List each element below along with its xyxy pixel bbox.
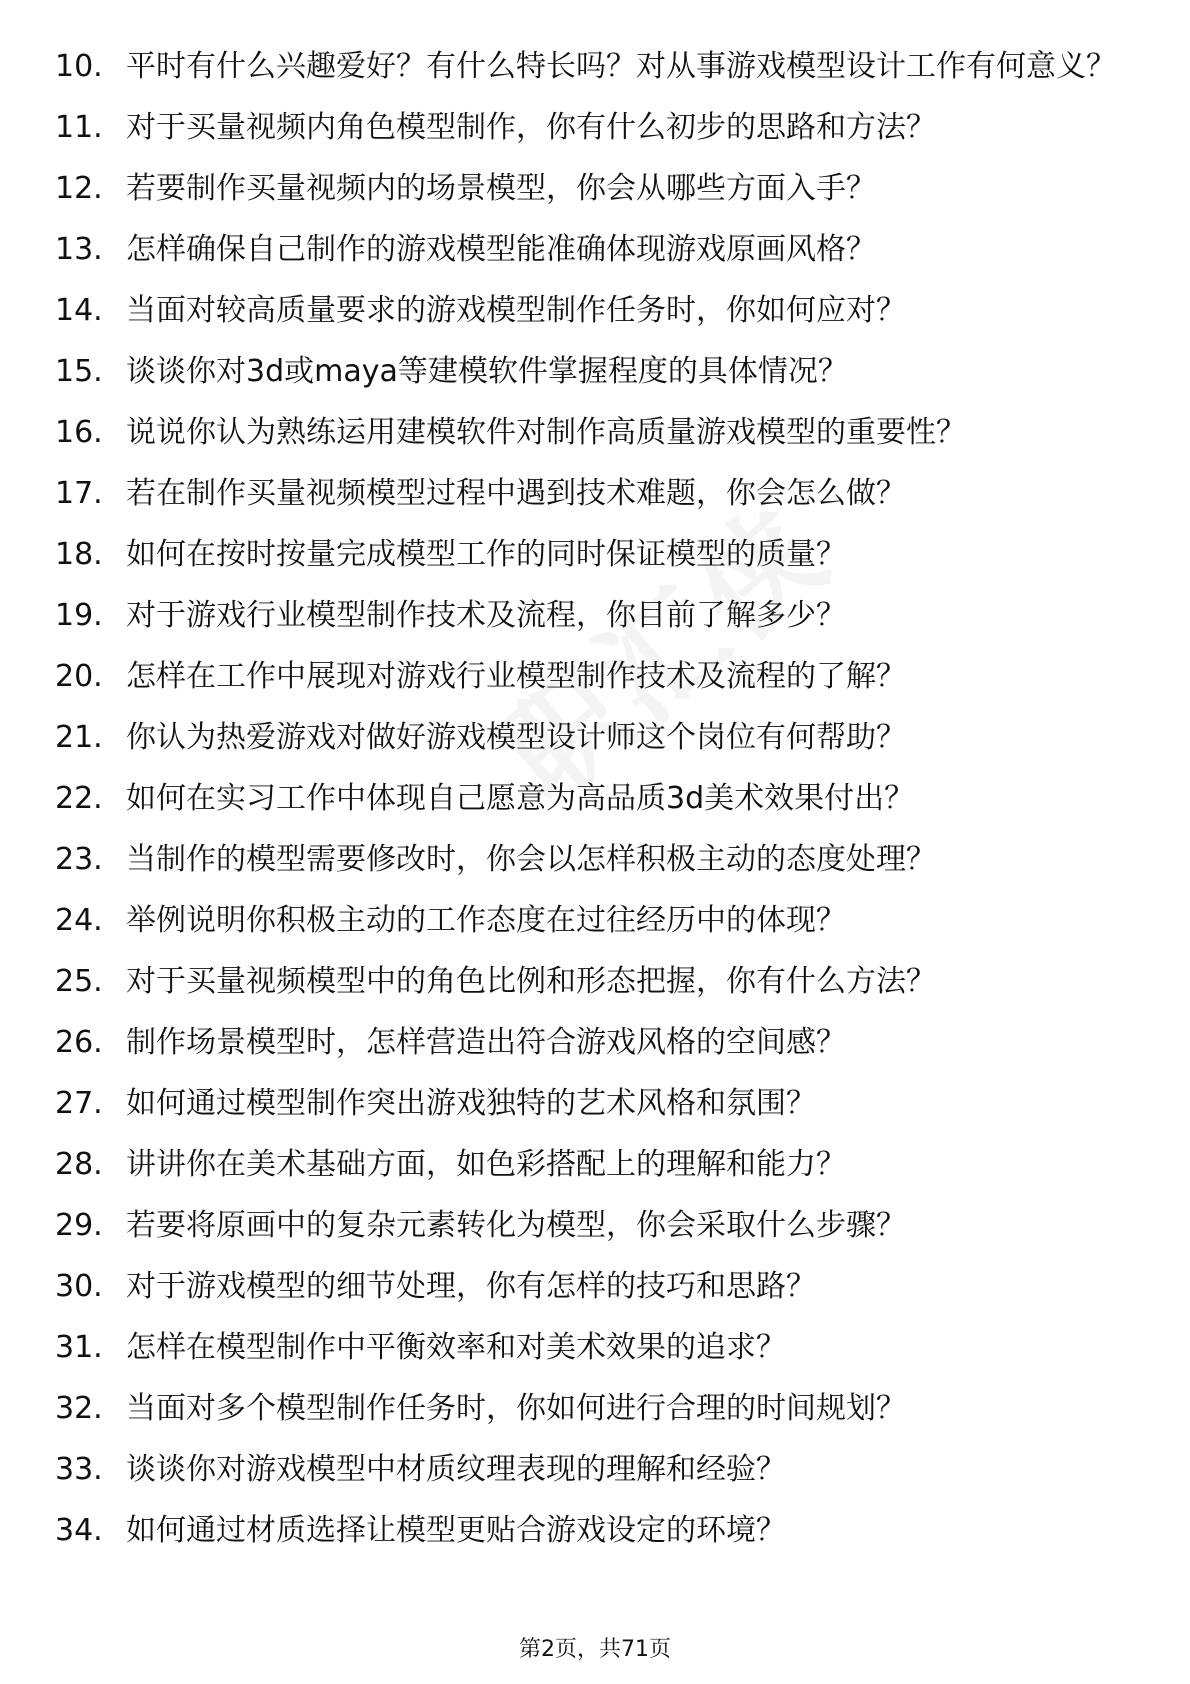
question-number: 32. xyxy=(55,1391,103,1426)
question-number: 12. xyxy=(55,171,103,206)
question-item xyxy=(0,658,1190,696)
question-number: 10. xyxy=(55,49,103,84)
question-item xyxy=(0,1207,1190,1245)
question-number: 20. xyxy=(55,659,103,694)
question-number: 28. xyxy=(55,1147,103,1182)
question-number: 15. xyxy=(55,354,103,389)
question-number: 24. xyxy=(55,903,103,938)
question-item xyxy=(0,109,1190,147)
question-item xyxy=(0,414,1190,452)
question-list xyxy=(0,48,1190,1573)
question-text: 怎样在工作中展现对游戏行业模型制作技术及流程的了解？ xyxy=(126,659,906,694)
question-item xyxy=(0,170,1190,208)
question-number: 29. xyxy=(55,1208,103,1243)
question-text: 对于游戏行业模型制作技术及流程，你目前了解多少？ xyxy=(126,598,846,633)
question-text: 怎样在模型制作中平衡效率和对美术效果的追求？ xyxy=(126,1330,786,1365)
question-text: 举例说明你积极主动的工作态度在过往经历中的体现？ xyxy=(126,903,846,938)
question-item xyxy=(0,719,1190,757)
question-item xyxy=(0,536,1190,574)
question-number: 11. xyxy=(55,110,103,145)
question-number: 27. xyxy=(55,1086,103,1121)
question-text: 若要制作买量视频内的场景模型，你会从哪些方面入手？ xyxy=(126,171,876,206)
question-number: 17. xyxy=(55,476,103,511)
question-number: 30. xyxy=(55,1269,103,1304)
question-number: 33. xyxy=(55,1452,103,1487)
question-item xyxy=(0,1390,1190,1428)
question-item xyxy=(0,841,1190,879)
question-text: 对于游戏模型的细节处理，你有怎样的技巧和思路？ xyxy=(126,1269,816,1304)
question-number: 18. xyxy=(55,537,103,572)
question-text: 如何通过模型制作突出游戏独特的艺术风格和氛围？ xyxy=(126,1086,816,1121)
question-number: 25. xyxy=(55,964,103,999)
question-item xyxy=(0,1024,1190,1062)
question-number: 26. xyxy=(55,1025,103,1060)
question-item xyxy=(0,475,1190,513)
question-number: 22. xyxy=(55,781,103,816)
question-text: 对于买量视频内角色模型制作，你有什么初步的思路和方法？ xyxy=(126,110,936,145)
question-item xyxy=(0,1268,1190,1306)
question-number: 14. xyxy=(55,293,103,328)
question-text: 怎样确保自己制作的游戏模型能准确体现游戏原画风格？ xyxy=(126,232,876,267)
question-text: 若在制作买量视频模型过程中遇到技术难题，你会怎么做？ xyxy=(126,476,906,511)
question-item xyxy=(0,231,1190,269)
question-number: 21. xyxy=(55,720,103,755)
question-text: 当面对较高质量要求的游戏模型制作任务时，你如何应对？ xyxy=(126,293,906,328)
question-number: 23. xyxy=(55,842,103,877)
question-number: 13. xyxy=(55,232,103,267)
question-item xyxy=(0,597,1190,635)
question-number: 19. xyxy=(55,598,103,633)
question-number: 34. xyxy=(55,1513,103,1548)
question-item xyxy=(0,1085,1190,1123)
question-text: 讲讲你在美术基础方面，如色彩搭配上的理解和能力？ xyxy=(126,1147,846,1182)
question-item xyxy=(0,780,1190,818)
question-item xyxy=(0,292,1190,330)
question-text: 如何在按时按量完成模型工作的同时保证模型的质量？ xyxy=(126,537,846,572)
question-text: 你认为热爱游戏对做好游戏模型设计师这个岗位有何帮助？ xyxy=(126,720,906,755)
question-text: 当面对多个模型制作任务时，你如何进行合理的时间规划？ xyxy=(126,1391,906,1426)
question-item xyxy=(0,1451,1190,1489)
page-footer: 第2页，共71页 xyxy=(519,1637,671,1662)
question-text: 谈谈你对游戏模型中材质纹理表现的理解和经验？ xyxy=(126,1452,786,1487)
question-text: 对于买量视频模型中的角色比例和形态把握，你有什么方法？ xyxy=(126,964,936,999)
question-text: 谈谈你对3d或maya等建模软件掌握程度的具体情况？ xyxy=(126,354,848,389)
question-text: 平时有什么兴趣爱好？有什么特长吗？对从事游戏模型设计工作有何意义？ xyxy=(126,49,1116,84)
question-item xyxy=(0,963,1190,1001)
question-number: 16. xyxy=(55,415,103,450)
question-item xyxy=(0,902,1190,940)
question-item xyxy=(0,48,1190,86)
question-item xyxy=(0,1329,1190,1367)
question-text: 说说你认为熟练运用建模软件对制作高质量游戏模型的重要性？ xyxy=(126,415,966,450)
question-text: 如何通过材质选择让模型更贴合游戏设定的环境？ xyxy=(126,1513,786,1548)
question-item xyxy=(0,1146,1190,1184)
question-text: 当制作的模型需要修改时，你会以怎样积极主动的态度处理？ xyxy=(126,842,936,877)
question-text: 如何在实习工作中体现自己愿意为高品质3d美术效果付出？ xyxy=(126,781,915,816)
question-text: 制作场景模型时，怎样营造出符合游戏风格的空间感？ xyxy=(126,1025,846,1060)
question-text: 若要将原画中的复杂元素转化为模型，你会采取什么步骤？ xyxy=(126,1208,906,1243)
question-item xyxy=(0,1512,1190,1550)
question-number: 31. xyxy=(55,1330,103,1365)
question-item xyxy=(0,353,1190,391)
